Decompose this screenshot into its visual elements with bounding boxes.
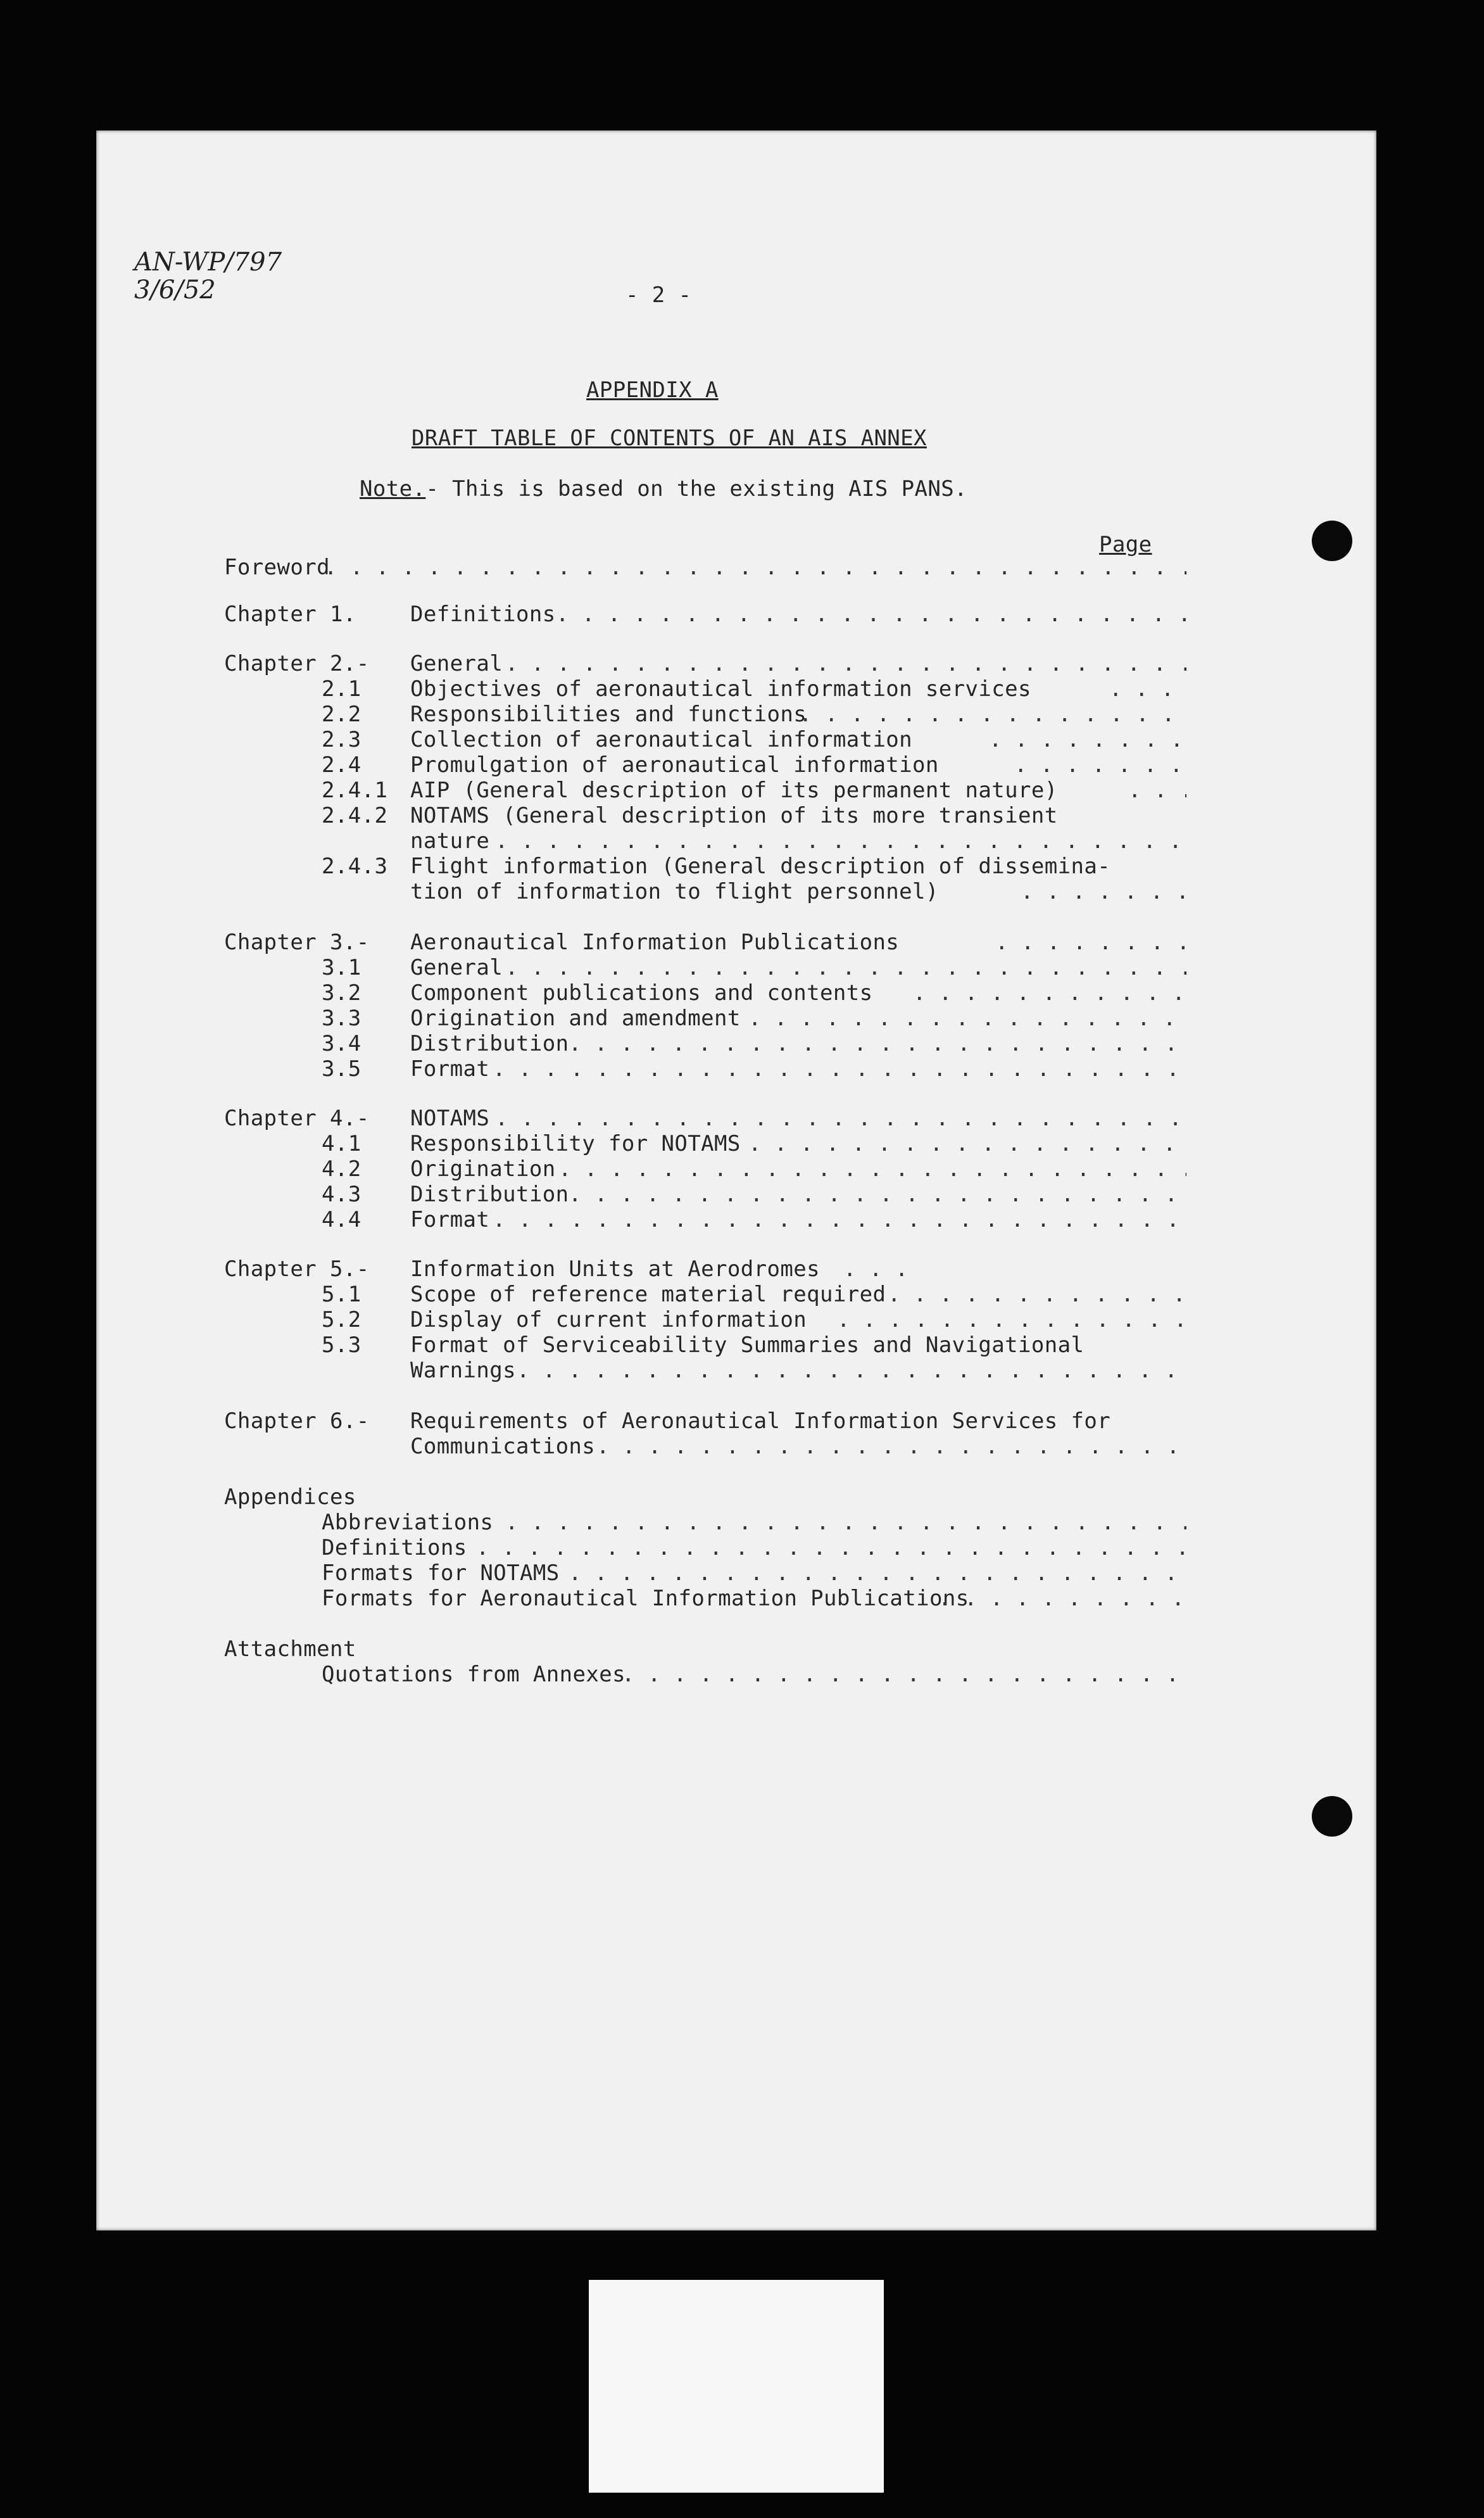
appendix-item: Definitions <box>322 1535 467 1560</box>
note <box>360 476 967 502</box>
section-title: Distribution <box>410 1031 569 1056</box>
margin-note-line1: AN-WP/797 <box>134 248 282 277</box>
page-column-header: Page <box>1099 532 1152 557</box>
appendix-title: APPENDIX A <box>586 377 719 403</box>
section-number: 4.2 <box>322 1156 362 1182</box>
section-title: NOTAMS (General description of its more transient <box>410 803 1058 828</box>
section-number: 4.4 <box>322 1207 362 1232</box>
section-title: AIP (General description of its permanent nature) <box>410 778 1058 803</box>
section-number: 4.1 <box>322 1131 362 1156</box>
section-title: Format of Serviceability Summaries and Navigational <box>410 1332 1085 1358</box>
section-number: 5.2 <box>322 1307 362 1332</box>
leader-dots <box>493 1056 1186 1082</box>
section-number: 5.1 <box>322 1282 362 1307</box>
punch-hole <box>1312 521 1352 561</box>
draft-title: DRAFT TABLE OF CONTENTS OF AN AIS ANNEX <box>412 426 927 451</box>
toc-foreword: Foreword <box>224 555 330 580</box>
chapter-title: Requirements of Aeronautical Information Services for <box>410 1408 1111 1434</box>
leader-dots <box>938 1586 1186 1611</box>
section-title: Distribution <box>410 1182 569 1207</box>
section-number: 3.3 <box>322 1006 362 1031</box>
leader-dots <box>505 955 1186 980</box>
leader-dots <box>1021 879 1186 904</box>
note-label: Note. <box>360 476 426 502</box>
section-title: Format <box>410 1056 490 1082</box>
section-title: Origination and amendment <box>410 1006 741 1031</box>
leader-dots <box>1128 778 1186 803</box>
section-number: 2.4 <box>322 752 362 778</box>
leader-dots <box>505 651 1186 676</box>
chapter-title-continued: Communications <box>410 1434 596 1459</box>
leader-dots <box>558 1156 1186 1182</box>
chapter-number: Chapter 2.- <box>224 651 370 676</box>
section-title: General <box>410 955 503 980</box>
appendix-item: Abbreviations <box>322 1510 494 1535</box>
leader-dots <box>517 1358 1186 1383</box>
punch-hole <box>1312 1796 1352 1837</box>
section-title: Origination <box>410 1156 556 1182</box>
chapter-title: Definitions <box>410 602 556 627</box>
section-title-continued: Warnings <box>410 1358 516 1383</box>
section-number: 2.4.2 <box>322 803 388 828</box>
section-number: 3.4 <box>322 1031 362 1056</box>
leader-dots <box>569 1182 1186 1207</box>
chapter-number: Chapter 6.- <box>224 1408 370 1434</box>
leader-dots <box>569 1560 1186 1586</box>
leader-dots <box>748 1131 1186 1156</box>
section-number: 3.2 <box>322 980 362 1006</box>
section-number: 2.2 <box>322 702 362 727</box>
chapter-number: Chapter 5.- <box>224 1256 370 1282</box>
document-page <box>96 130 1376 2230</box>
section-number: 2.4.1 <box>322 778 388 803</box>
section-title: Collection of aeronautical information <box>410 727 913 752</box>
section-number: 2.1 <box>322 676 362 702</box>
section-title: Flight information (General description of dissemina- <box>410 854 1111 879</box>
leader-dots <box>495 1106 1186 1131</box>
leader-dots <box>495 828 1186 854</box>
leader-dots <box>995 930 1186 955</box>
section-title: Responsibilities and functions <box>410 702 807 727</box>
section-number: 3.5 <box>322 1056 362 1082</box>
section-number: 5.3 <box>322 1332 362 1358</box>
leader-dots <box>1109 676 1186 702</box>
chapter-number: Chapter 3.- <box>224 930 370 955</box>
paper-slip <box>589 2280 884 2493</box>
leader-dots <box>596 1434 1186 1459</box>
leader-dots <box>569 1031 1186 1056</box>
section-title: Display of current information <box>410 1307 807 1332</box>
chapter-number: Chapter 1. <box>224 602 356 627</box>
note-text: - This is based on the existing AIS PANS. <box>425 476 968 502</box>
leader-dots <box>556 602 1186 627</box>
chapter-title: Information Units at Aerodromes <box>410 1256 820 1282</box>
leader-dots <box>799 702 1186 727</box>
leader-dots <box>989 727 1186 752</box>
section-title-continued: tion of information to flight personnel) <box>410 879 939 904</box>
leader-dots <box>505 1510 1186 1535</box>
leader-dots <box>843 1256 907 1282</box>
leader-dots <box>913 980 1186 1006</box>
section-title: Promulgation of aeronautical information <box>410 752 939 778</box>
leader-dots <box>476 1535 1186 1560</box>
section-number: 4.3 <box>322 1182 362 1207</box>
chapter-title: General <box>410 651 503 676</box>
section-title: Objectives of aeronautical information services <box>410 676 1031 702</box>
section-title: Component publications and contents <box>410 980 873 1006</box>
appendices-heading: Appendices <box>224 1484 356 1510</box>
attachment-heading: Attachment <box>224 1636 356 1662</box>
chapter-title: NOTAMS <box>410 1106 490 1131</box>
section-number: 2.3 <box>322 727 362 752</box>
leader-dots <box>748 1006 1186 1031</box>
leader-dots <box>493 1207 1186 1232</box>
margin-note-line2: 3/6/52 <box>134 275 216 305</box>
appendix-item: Formats for Aeronautical Information Publications <box>322 1586 969 1611</box>
section-title: Scope of reference material required <box>410 1282 886 1307</box>
leader-dots <box>324 555 1186 580</box>
section-title: Format <box>410 1207 490 1232</box>
chapter-number: Chapter 4.- <box>224 1106 370 1131</box>
attachment-item: Quotations from Annexes <box>322 1662 626 1687</box>
leader-dots <box>837 1307 1186 1332</box>
chapter-title: Aeronautical Information Publications <box>410 930 900 955</box>
leader-dots <box>1014 752 1186 778</box>
section-number: 3.1 <box>322 955 362 980</box>
section-title: Responsibility for NOTAMS <box>410 1131 741 1156</box>
page-number: - 2 - <box>626 282 692 308</box>
section-title-continued: nature <box>410 828 490 854</box>
leader-dots <box>888 1282 1186 1307</box>
leader-dots <box>622 1662 1186 1687</box>
appendix-item: Formats for NOTAMS <box>322 1560 560 1586</box>
section-number: 2.4.3 <box>322 854 388 879</box>
